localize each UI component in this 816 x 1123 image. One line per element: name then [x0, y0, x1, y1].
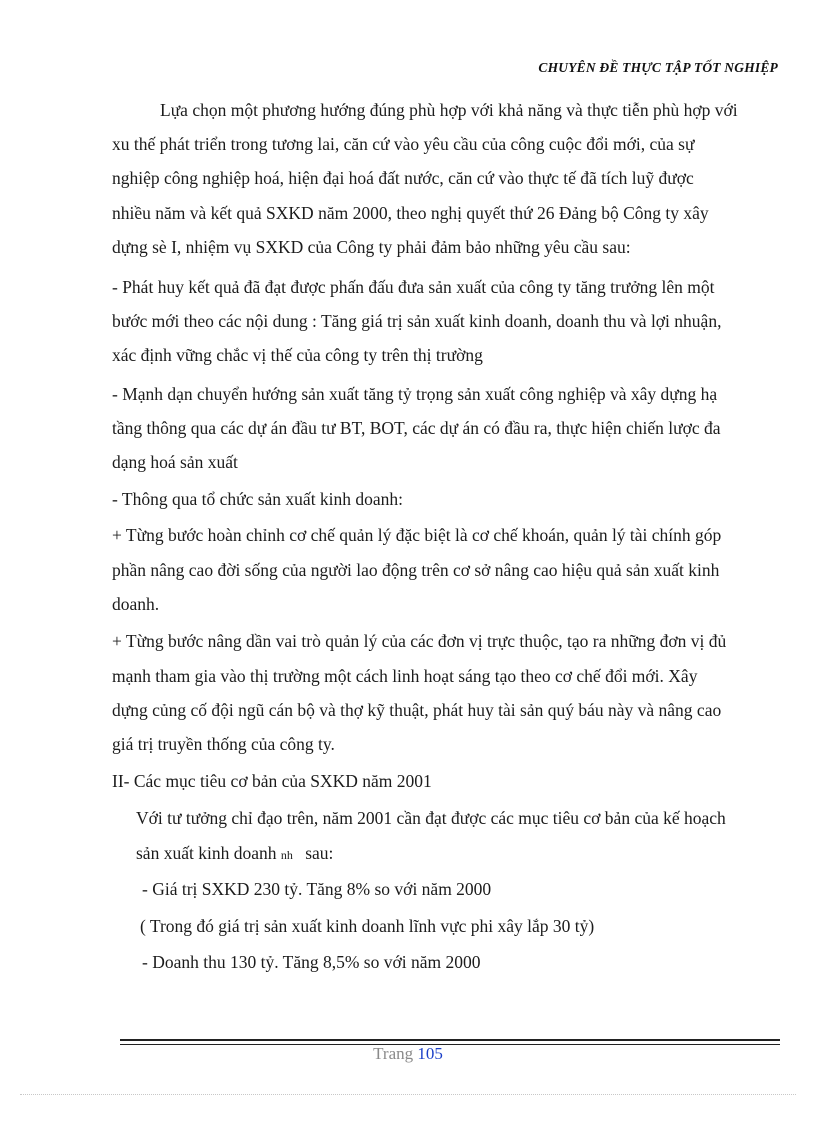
paragraph-line: + Từng bước nâng dần vai trò quản lý của các đơn vị trực thuộc, tạo ra những đơn vị đủ — [112, 631, 727, 651]
paragraph-fragment: sản xuất kinh doanh — [136, 843, 277, 863]
paragraph-line: doanh. — [112, 594, 160, 614]
page-footer — [0, 1044, 816, 1064]
page-label: Trang — [373, 1044, 414, 1063]
paragraph-line — [136, 836, 333, 872]
running-header: CHUYÊN ĐỀ THỰC TẬP TỐT NGHIỆP — [538, 60, 778, 75]
paragraph-line: phần nâng cao đời sống của người lao động trên cơ sở nâng cao hiệu quả sản xuất kinh — [112, 560, 720, 580]
bullet-item: - Giá trị SXKD 230 tỷ. Tăng 8% so với năm 2000 — [142, 879, 492, 899]
paragraph-line: dựng củng cố đội ngũ cán bộ và thợ kỹ thuật, phát huy tài sản quý báu này và nâng cao — [112, 700, 722, 720]
paragraph-line: + Từng bước hoàn chỉnh cơ chế quản lý đặc biệt là cơ chế khoán, quản lý tài chính góp — [112, 525, 722, 545]
paragraph-line: xu thế phát triển trong tương lai, căn cứ vào yêu cầu của công cuộc đổi mới, của sự — [112, 134, 695, 154]
paragraph-line: Với tư tưởng chỉ đạo trên, năm 2001 cần đạt được các mục tiêu cơ bản của kế hoạch — [136, 808, 726, 828]
paragraph-fragment: nh — [280, 848, 293, 862]
paragraph-line: - Phát huy kết quả đã đạt được phấn đấu đưa sản xuất của công ty tăng trưởng lên một — [112, 277, 715, 297]
paragraph-line: Lựa chọn một phương hướng đúng phù hợp với khả năng và thực tiễn phù hợp với — [160, 100, 738, 120]
paragraph-line: xác định vững chắc vị thế của công ty trên thị trường — [112, 345, 483, 365]
paragraph-line: nghiệp công nghiệp hoá, hiện đại hoá đất nước, căn cứ vào thực tế đã tích luỹ được — [112, 168, 694, 188]
bullet-note: ( Trong đó giá trị sản xuất kinh doanh lĩnh vực phi xây lắp 30 tỷ) — [140, 916, 595, 936]
paragraph-fragment: sau: — [305, 843, 334, 863]
paragraph-line: dạng hoá sản xuất — [112, 452, 238, 472]
paragraph-line: nhiều năm và kết quả SXKD năm 2000, theo nghị quyết thứ 26 Đảng bộ Công ty xây — [112, 203, 709, 223]
footer-rule — [120, 1039, 780, 1041]
paragraph-line: - Thông qua tổ chức sản xuất kinh doanh: — [112, 489, 404, 509]
page-bottom-border — [20, 1094, 796, 1095]
paragraph-line: mạnh tham gia vào thị trường một cách linh hoạt sáng tạo theo cơ chế đổi mới. Xây — [112, 666, 698, 686]
bullet-item: - Doanh thu 130 tỷ. Tăng 8,5% so với năm 2000 — [142, 952, 481, 972]
page-number: 105 — [417, 1044, 443, 1063]
paragraph-line: giá trị truyền thống của công ty. — [112, 734, 335, 754]
paragraph-line: bước mới theo các nội dung : Tăng giá trị sản xuất kinh doanh, doanh thu và lợi nhuận, — [112, 311, 722, 331]
section-heading: II- Các mục tiêu cơ bản của SXKD năm 2001 — [112, 771, 432, 791]
paragraph-line: - Mạnh dạn chuyển hướng sản xuất tăng tỷ trọng sản xuất công nghiệp và xây dựng hạ — [112, 384, 718, 404]
paragraph-line: dựng sè I, nhiệm vụ SXKD của Công ty phải đảm bảo những yêu cầu sau: — [112, 237, 631, 257]
paragraph-line: tầng thông qua các dự án đầu tư BT, BOT, các dự án có đầu ra, thực hiện chiến lược đa — [112, 418, 721, 438]
